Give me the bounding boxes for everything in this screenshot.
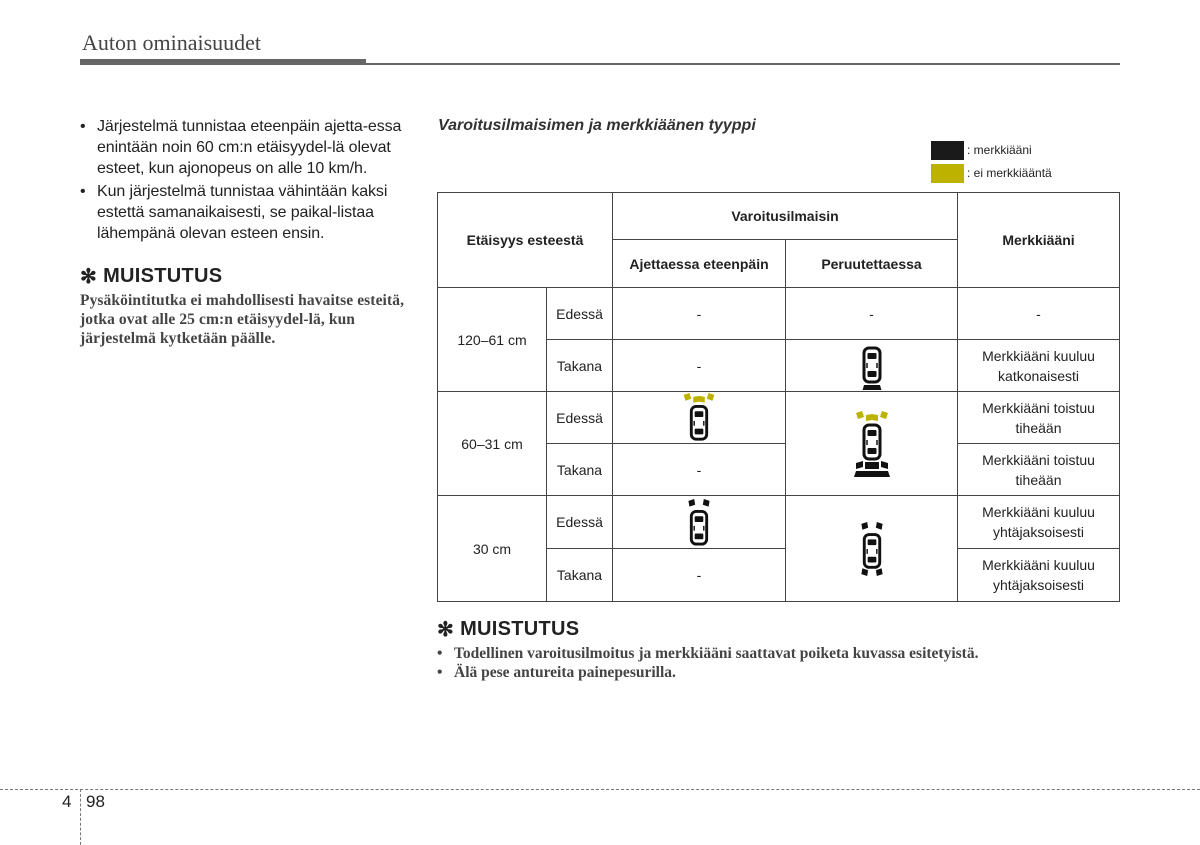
footer-divider xyxy=(80,789,81,845)
forward-cell: - xyxy=(613,549,786,602)
footer-rule xyxy=(0,789,1200,790)
forward-cell: - xyxy=(613,340,786,392)
forward-cell: - xyxy=(613,444,786,496)
bullet-list xyxy=(80,116,410,244)
note-box xyxy=(437,617,1137,682)
position-cell: Edessä xyxy=(547,392,613,444)
header-forward: Ajettaessa eteenpäin xyxy=(613,240,786,288)
table-row xyxy=(438,288,1120,340)
note-text: Pysäköintitutka ei mahdollisesti havaitse esteitä, jotka ovat alle 25 cm:n etäisyydel-lä, kun järjestelmä kytketään päälle. xyxy=(80,292,405,347)
car-rear-warning-icon xyxy=(850,342,894,390)
note-box xyxy=(80,264,410,348)
chapter-number: 4 xyxy=(62,792,72,811)
left-column xyxy=(80,116,410,348)
distance-cell: 30 cm xyxy=(438,496,547,602)
bullet-item: • Järjestelmä tunnistaa eteenpäin ajetta-essa enintään noin 60 cm:n etäisyydel-lä olevat esteet, kun ajonopeus on alle 10 km/h. xyxy=(80,116,410,179)
sound-cell: Merkkiääni kuuluu yhtäjaksoisesti xyxy=(958,549,1120,602)
reverse-cell xyxy=(786,392,958,496)
legend-label: : merkkiääni xyxy=(967,143,1032,157)
sound-cell: Merkkiääni kuuluu yhtäjaksoisesti xyxy=(958,496,1120,549)
bullet-item: • Kun järjestelmä tunnistaa vähintään kaksi estettä samanaikaisesti, se paikal-listaa lähempänä olevan esteen ensin. xyxy=(80,181,410,244)
position-cell: Edessä xyxy=(547,288,613,340)
distance-cell: 120–61 cm xyxy=(438,288,547,392)
header-rule-dark xyxy=(80,59,366,65)
warning-table xyxy=(437,192,1120,602)
reverse-cell xyxy=(786,496,958,602)
note-heading xyxy=(80,264,410,289)
position-cell: Takana xyxy=(547,340,613,392)
sound-cell: - xyxy=(958,288,1120,340)
legend-swatch-black xyxy=(931,141,964,160)
asterisk-icon: ✻ xyxy=(80,266,98,288)
reverse-cell xyxy=(786,340,958,392)
car-front-rear-warning-icon xyxy=(850,411,894,477)
forward-cell xyxy=(613,392,786,444)
legend-item-no-sound xyxy=(931,162,1052,184)
header-distance: Etäisyys esteestä xyxy=(438,193,613,288)
header-sound: Merkkiääni xyxy=(958,193,1120,288)
legend-swatch-yellow xyxy=(931,164,964,183)
note-item: • Todellinen varoitusilmoitus ja merkkiääni saattavat poiketa kuvassa esitetyistä. xyxy=(437,644,1137,663)
table-row xyxy=(438,496,1120,549)
position-cell: Edessä xyxy=(547,496,613,549)
note-list xyxy=(437,644,1137,682)
note-heading-label: MUISTUTUS xyxy=(460,618,580,640)
asterisk-icon: ✻ xyxy=(437,619,455,641)
note-heading xyxy=(437,617,1137,642)
sound-cell: Merkkiääni toistuu tiheään xyxy=(958,392,1120,444)
section-title: Varoitusilmaisimen ja merkkiäänen tyyppi xyxy=(438,117,756,134)
page-number: 98 xyxy=(86,792,105,811)
car-close-all-icon xyxy=(850,521,894,577)
legend-label: : ei merkkiääntä xyxy=(967,166,1052,180)
legend xyxy=(931,139,1052,185)
sound-cell: Merkkiääni kuuluu katkonaisesti xyxy=(958,340,1120,392)
forward-cell: - xyxy=(613,288,786,340)
sound-cell: Merkkiääni toistuu tiheään xyxy=(958,444,1120,496)
header-rule-thin xyxy=(366,63,1120,65)
position-cell: Takana xyxy=(547,444,613,496)
table-row xyxy=(438,392,1120,444)
distance-cell: 60–31 cm xyxy=(438,392,547,496)
header-indicator: Varoitusilmaisin xyxy=(613,193,958,240)
page-header-title: Auton ominaisuudet xyxy=(82,30,262,55)
legend-item-sound xyxy=(931,139,1052,161)
car-front-warning-icon xyxy=(677,393,721,443)
reverse-cell: - xyxy=(786,288,958,340)
forward-cell xyxy=(613,496,786,549)
header-reverse: Peruutettaessa xyxy=(786,240,958,288)
note-item: • Älä pese antureita painepesurilla. xyxy=(437,663,1137,682)
note-heading-label: MUISTUTUS xyxy=(103,265,223,287)
position-cell: Takana xyxy=(547,549,613,602)
car-close-front-icon xyxy=(677,498,721,546)
